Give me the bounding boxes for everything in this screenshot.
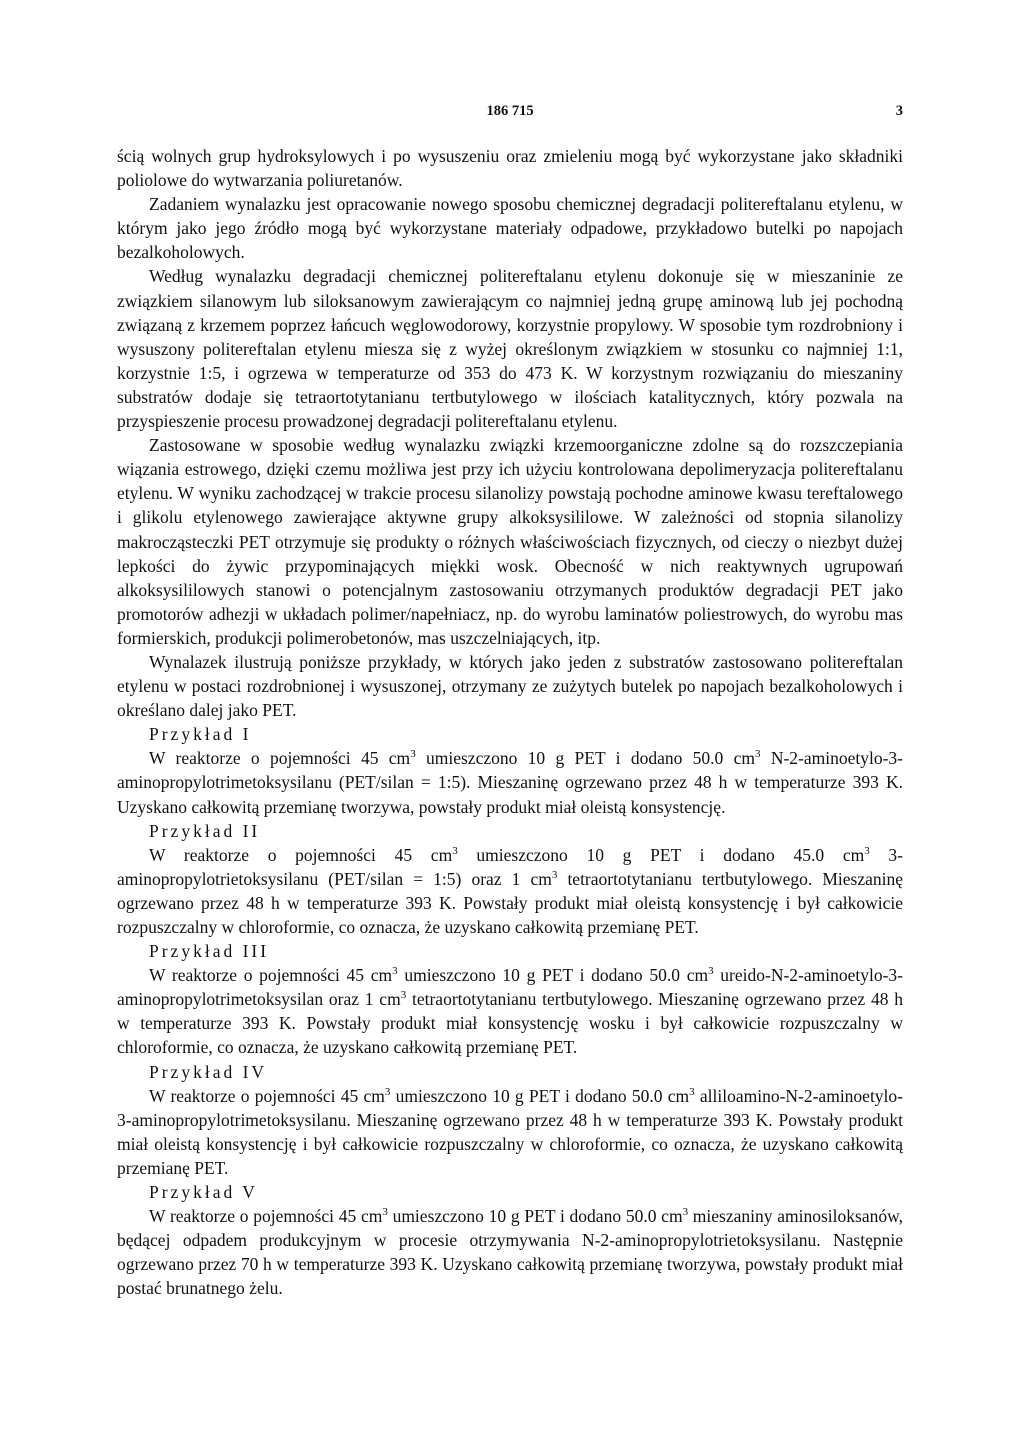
page-header xyxy=(117,103,903,127)
example-title: Przykład III xyxy=(149,941,270,962)
paragraph: Zadaniem wynalazku jest opracowanie nowego sposobu chemicznej degradacji politereftalanu etylenu, w którym jako jego źródło mogą być wykorzystane materiały odpadowe, przykładowo butelki po napojach bezalkoholowych. xyxy=(117,194,903,263)
example-text: W reaktorze o pojemności 45 $cm^3$ umieszczono 10 g PET i dodano 50.0 $cm^3$ mieszaniny aminosiloksanów, będącej odpadem produkcyjnym w procesie otrzymywania N-2-aminopropylotrietoksysilanu. Następnie ogrzewano przez 70 h w temperaturze 393 K. Uzyskano całkowitą przemianę tworzywa, powstały produkt miał postać brunatnego żelu. xyxy=(117,1206,903,1299)
example-text: W reaktorze o pojemności 45 $cm^3$ umieszczono 10 g PET i dodano 45.0 $cm^3$ 3-aminopropylotrietoksysilanu (PET/silan = 1:5) oraz 1 $cm^3$ tetraortotytanianu tertbutylowego. Mieszaninę ogrzewano przez 48 h w temperaturze 393 K. Powstały produkt miał oleistą konsystencję i był całkowicie rozpuszczalny w chloroformie, co oznacza, że uzyskano całkowitą przemianę PET. xyxy=(117,844,903,937)
patent-number: 186 715 xyxy=(486,103,534,119)
example-text: W reaktorze o pojemności 45 $cm^3$ umieszczono 10 g PET i dodano 50.0 $cm^3$ alliloamino-N-2-aminoetylo-3-aminopropylotrimetoksysilanu. Mieszaninę ogrzewano przez 48 h w temperaturze 393 K. Powstały produkt miał oleistą konsystencję i był całkowicie rozpuszczalny w chloroformie, co oznacza, że uzyskano całkowitą przemianę PET. xyxy=(117,1085,903,1178)
body-text xyxy=(117,144,903,1301)
paragraph: ścią wolnych grup hydroksylowych i po wysuszeniu oraz zmieleniu mogą być wykorzystane jako składniki poliolowe do wytwarzania poliuretanów. xyxy=(117,146,903,191)
example-text: W reaktorze o pojemności 45 $cm^3$ umieszczono 10 g PET i dodano 50.0 $cm^3$ N-2-aminoetylo-3-aminopropylotrimetoksysilanu (PET/silan = 1:5). Mieszaninę ogrzewano przez 48 h w temperaturze 393 K. Uzyskano całkowitą przemianę tworzywa, powstały produkt miał oleistą konsystencję. xyxy=(117,748,903,817)
example-title: Przykład IV xyxy=(149,1061,268,1082)
example-title: Przykład I xyxy=(149,724,252,745)
example-text: W reaktorze o pojemności 45 $cm^3$ umieszczono 10 g PET i dodano 50.0 $cm^3$ ureido-N-2-aminoetylo-3-aminopropylotrimetoksysilan oraz 1 $cm^3$ tetraortotytanianu tertbutylowego. Mieszaninę ogrzewano przez 48 h w temperaturze 393 K. Powstały produkt miał konsystencję wosku i był całkowicie rozpuszczalny w chloroformie, co oznacza, że uzyskano całkowitą przemianę PET. xyxy=(117,965,903,1058)
example-title: Przykład II xyxy=(149,820,261,841)
paragraph: Zastosowane w sposobie według wynalazku związki krzemoorganiczne zdolne są do rozszczepiania wiązania estrowego, dzięki czemu możliwa jest przy ich użyciu kontrolowana depolimeryzacja politereftalanu etylenu. W wyniku zachodzącej w trakcie procesu silanolizy powstają pochodne aminowe kwasu tereftalowego i glikolu etylenowego zawierające aktywne grupy alkoksysililowe. W zależności od stopnia silanolizy makrocząsteczki PET otrzymuje się produkty o różnych właściwościach fizycznych, od cieczy o niezbyt dużej lepkości do żywic przypominających miękki wosk. Obecność w nich reaktywnych ugrupowań alkoksysililowych stanowi o potencjalnym zastosowaniu otrzymanych produktów degradacji PET jako promotorów adhezji w układach polimer/napełniacz, np. do wyrobu laminatów poliestrowych, do wyrobu mas formierskich, produkcji polimerobetonów, mas uszczelniających, itp. xyxy=(117,435,903,648)
paragraph: Wynalazek ilustrują poniższe przykłady, w których jako jeden z substratów zastosowano politereftalan etylenu w postaci rozdrobnionej i wysuszonej, otrzymany ze zużytych butelek po napojach bezalkoholowych i określano dalej jako PET. xyxy=(117,651,903,721)
page-number: 3 xyxy=(895,103,903,119)
paragraph: Według wynalazku degradacji chemicznej politereftalanu etylenu dokonuje się w mieszaninie ze związkiem silanowym lub siloksanowym zawierającym co najmniej jedną grupę aminową lub jej pochodną związaną z krzemem poprzez łańcuch węglowodorowy, korzystnie propylowy. W sposobie tym rozdrobniony i wysuszony politereftalan etylenu miesza się z wyżej określonym związkiem w stosunku co najmniej 1:1, korzystnie 1:5, i ogrzewa w temperaturze od 353 do 473 K. W korzystnym rozwiązaniu do mieszaniny substratów dodaje się tetraortotytanianu tertbutylowego w ilościach katalitycznych, który pozwala na przyspieszenie procesu prowadzonej degradacji politereftalanu etylenu. xyxy=(117,266,903,432)
example-title: Przykład V xyxy=(149,1182,258,1203)
